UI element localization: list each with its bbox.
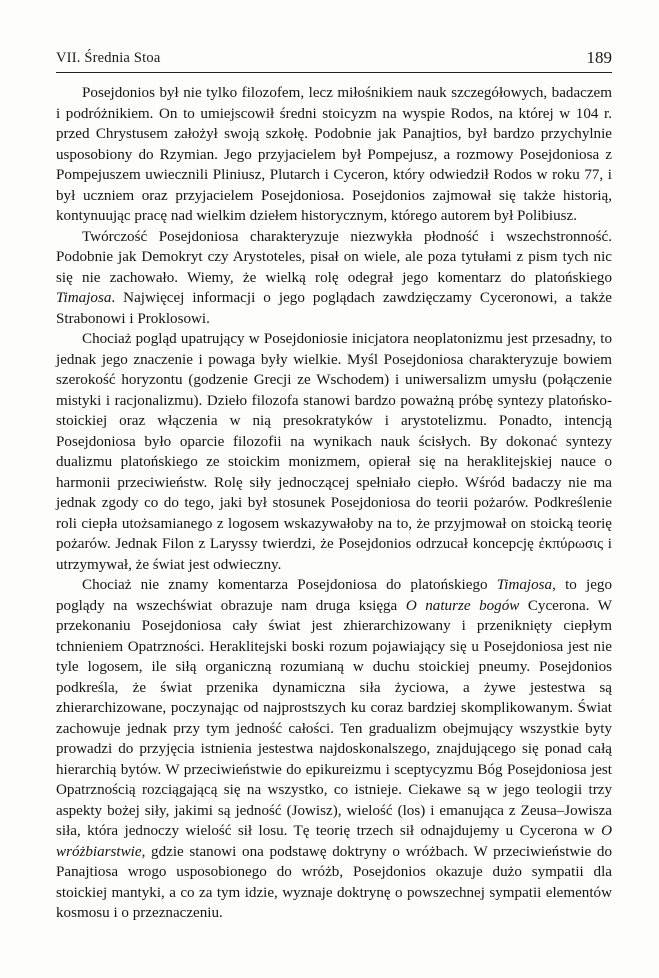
paragraph <box>56 575 612 924</box>
paragraph <box>56 227 612 330</box>
text-run: Cycerona. W przekonaniu Posejdoniosa cały świat jest zhierarchizowany i przenikniętу ciepłym tchnieniem Opatrzności. Heraklitejski boski rozum pojawiający się u Posejdoniosa jest nie tyle logosem, ile siłą organiczną rozumianą w duchu stoickiej pneumy. Posejdonios podkreśla, że świat przenika dynamiczna siła życiowa, a żywe jestestwa są zhierarchizowane, poczynając od najprostszych ku coraz bardziej skomplikowanym. Świat zachowuje jednak przy tym jedność całości. Ten gradualizm obejmujący wszystkie byty prowadzi do przyjęcia istnienia jestestwa najdoskonalszego, znajdującego się ponad całą hierarchią bytów. W przeciwieństwie do epikureizmu i sceptycyzmu Bóg Posejdoniosa jest Opatrznością rozciągającą się na wszystko, co istnieje. Ciekawe są w jego teologii trzy aspekty bożej siły, jakimi są jedność (Jowisz), wielość (los) i emanująca z Zeusa–Jowisza siła, która jednoczy wielość sił losu. Tę teorię trzech sił odnajdujemy u Cycerona w <box>56 597 612 839</box>
text-run: Chociaż pogląd upatrujący w Posejdoniosie inicjatora neoplatonizmu jest przesadny, to jednak jego znaczenie i powaga były wielkie. Myśl Posejdoniosa charakteryzuje bowiem szerokość horyzontu (godzenie Grecji ze Wschodem) i uniwersalizm umysłu (połączenie mistyki i racjonalizmu). Dzieło filozofa stanowi bardzo poważną próbę syntezy platońsko-stoickiej oraz włączenia w nią presokratyków i arystotelizmu. Ponadto, intencją Posejdoniosa było oparcie filozofii na wynikach nauk ścisłych. By dokonać syntezy dualizmu platońskiego ze stoickim monizmem, opierał się na heraklitejskiej nauce o harmonii przeciwieństw. Rolę siły jednoczącej spełniało ciepło. Wśród badaczy nie ma jednak zgody co do tego, jaki był stosunek Posejdoniosa do teorii pożarów. Podkreślenie roli ciepła utożsamianego z logosem wskazywałoby na to, że przyjmował on stoicką teorię pożarów. Jednak Filon z Laryssy twierdzi, że Posejdonios odrzucał koncepcję ἐκπύρωσις i utrzymywał, że świat jest odwieczny. <box>56 331 612 573</box>
italic-title: O wróżbiarstwie <box>56 823 612 860</box>
text-run: Twórczość Posejdoniosa charakteryzuje niezwykła płodność i wszechstronność. Podobnie jak Demokryt czy Arystoteles, pisał on wiele, ale poza tytułami z pism tych nic się nie zachowało. Wiemy, że wielką rolę odegrał jego komentarz do platońskiego <box>56 228 612 286</box>
body-text <box>56 83 612 924</box>
text-run: Chociaż nie znamy komentarza Posejdoniosa do platońskiego <box>82 577 497 593</box>
italic-title: O naturze bogów <box>405 597 520 614</box>
chapter-title: VII. Średnia Stoa <box>56 50 161 66</box>
italic-title: Timajosa <box>56 290 112 306</box>
text-run: Posejdonios był nie tylko filozofem, lecz miłośnikiem nauk szczegółowych, badaczem i podróżnikiem. On to umiejscowił średni stoicyzm na wyspie Rodos, na której w 104 r. przed Chrystusem założył swoją szkołę. Podobnie jak Panajtios, był bardzo przychylnie usposobiony do Rzymian. Jego przyjacielem był Pompejusz, a rozmowy Posejdoniosa z Pompejuszem uwiecznili Pliniusz, Plutarch i Cyceron, który odwiedził Rodos w roku 77, i był uczniem oraz przyjacielem Posejdoniosa. Posejdonios zajmował się także historią, kontynuując pracę nad wielkim dziełem historycznym, którego autorem był Polibiusz. <box>56 85 612 224</box>
header-rule <box>56 72 612 73</box>
text-run: , to jego poglądy na wszechświat obrazuje nam druga księga <box>56 577 612 614</box>
paragraph <box>56 329 612 575</box>
running-header <box>56 50 612 72</box>
text-run: , gdzie stanowi ona podstawę doktryny o wróżbach. W przeciwieństwie do Panajtiosa wrogo usposobionego do wróżb, Posejdonios okazuje dużo sympatii dla stoickiej mantyki, a co za tym idzie, wyznaje doktrynę o powszechnej sympatii elementów kosmosu i o przeznaczeniu. <box>56 843 612 921</box>
page-number: 189 <box>586 48 612 67</box>
paragraph <box>56 83 612 227</box>
italic-title: Timajosa <box>496 577 553 593</box>
text-run: . Najwięcej informacji o jego poglądach zawdzięczamy Cyceronowi, a także Strabonowi i Proklosowi. <box>56 290 612 327</box>
